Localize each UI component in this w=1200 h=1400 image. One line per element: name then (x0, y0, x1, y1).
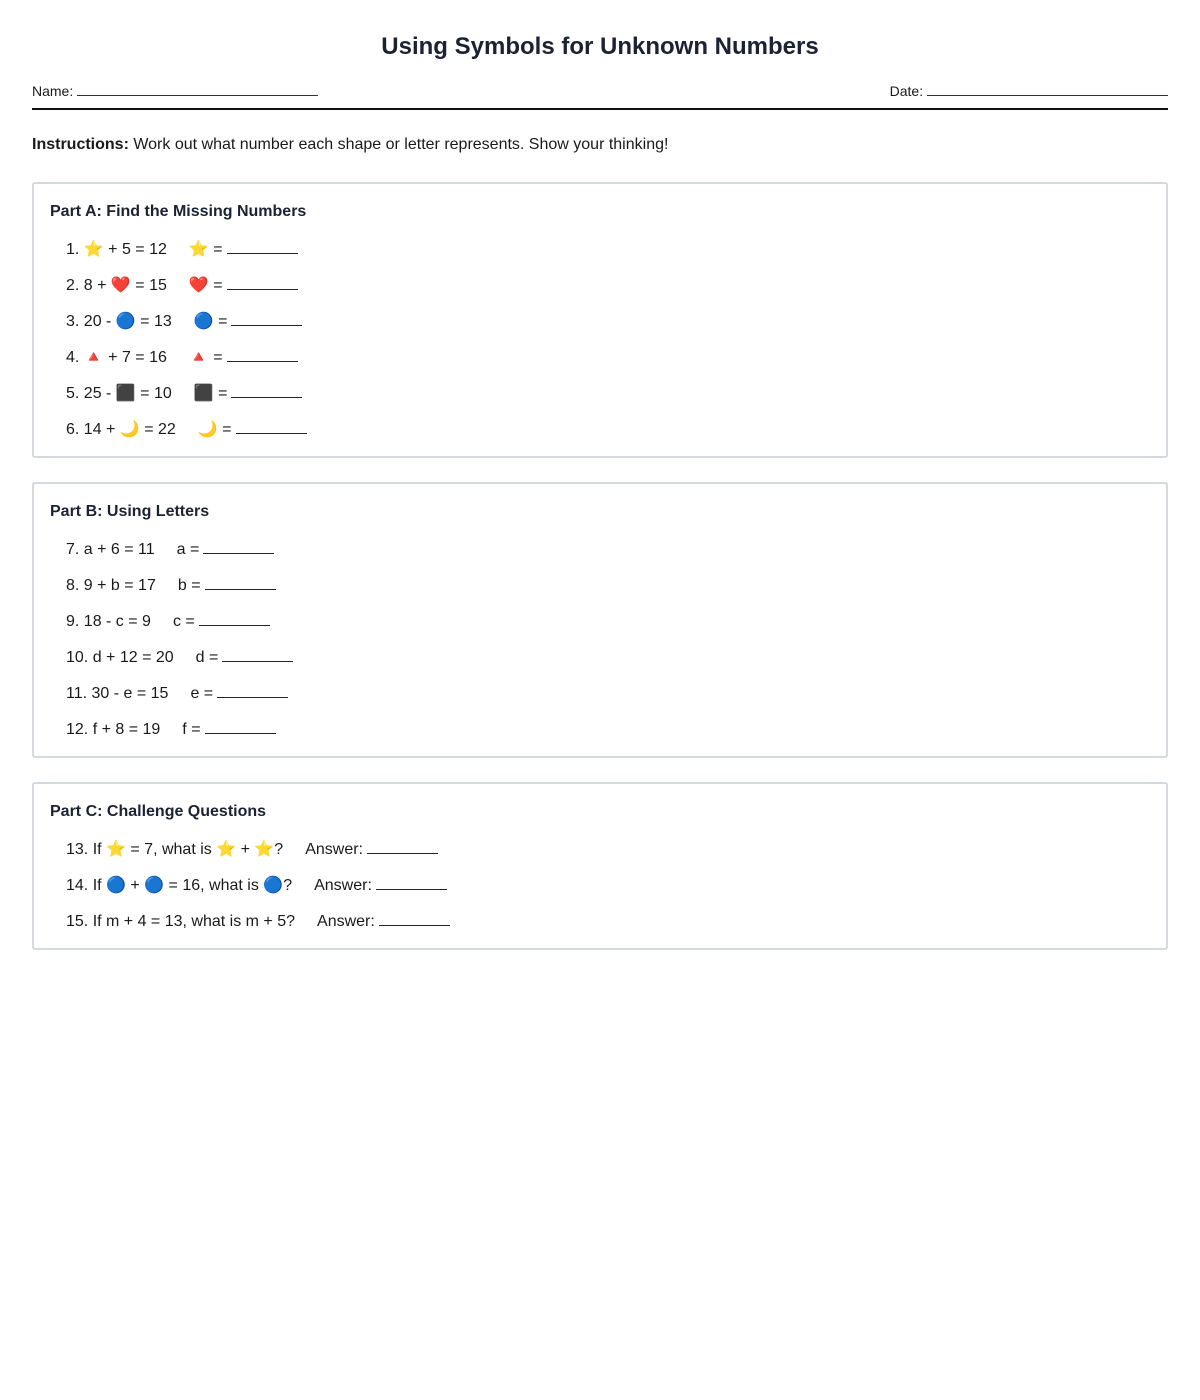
name-date-row (32, 80, 1168, 110)
date-field[interactable] (890, 82, 1168, 99)
answer-label: b = (177, 577, 201, 594)
answer-label: Answer: (305, 841, 363, 858)
question-equation: 11. 30 - e = 15 (66, 685, 169, 702)
answer-blank[interactable] (227, 274, 298, 290)
answer-label: Answer: (314, 877, 372, 894)
answer-label: d = (195, 649, 219, 666)
answer-label: 🔺 = (188, 349, 223, 366)
name-blank[interactable] (77, 82, 318, 96)
answer-blank[interactable] (376, 874, 447, 890)
question-equation: 14. If 🔵 + 🔵 = 16, what is 🔵? (66, 877, 293, 894)
question-equation: 5. 25 - ⬛ = 10 (66, 385, 172, 402)
answer-blank[interactable] (231, 382, 302, 398)
answer-blank[interactable] (236, 418, 307, 434)
question-equation: 8. 9 + b = 17 (66, 577, 156, 594)
question-item (66, 838, 450, 874)
question-equation: 2. 8 + ❤️ = 15 (66, 277, 167, 294)
question-equation: 15. If m + 4 = 13, what is m + 5? (66, 913, 296, 930)
question-equation: 10. d + 12 = 20 (66, 649, 174, 666)
question-list (66, 238, 307, 454)
question-item (66, 874, 450, 910)
question-equation: 12. f + 8 = 19 (66, 721, 161, 738)
answer-blank[interactable] (199, 610, 270, 626)
answer-blank[interactable] (217, 682, 288, 698)
answer-blank[interactable] (222, 646, 293, 662)
answer-label: ❤️ = (188, 277, 223, 294)
section-part-c (32, 782, 1168, 950)
answer-blank[interactable] (231, 310, 302, 326)
question-list (66, 538, 293, 754)
section-title: Part B: Using Letters (50, 503, 210, 520)
answer-label: f = (182, 721, 201, 738)
question-item (66, 418, 307, 454)
question-item (66, 238, 307, 274)
question-item (66, 574, 293, 610)
section-part-a (32, 182, 1168, 458)
question-item (66, 646, 293, 682)
question-list (66, 838, 450, 946)
answer-label: 🌙 = (197, 421, 232, 438)
instructions (32, 136, 668, 154)
answer-label: Answer: (317, 913, 375, 930)
name-field[interactable] (32, 82, 318, 99)
section-title: Part A: Find the Missing Numbers (50, 203, 307, 220)
question-item (66, 310, 307, 346)
answer-blank[interactable] (367, 838, 438, 854)
question-equation: 1. ⭐ + 5 = 12 (66, 241, 167, 258)
answer-label: c = (172, 613, 195, 630)
instructions-text: Work out what number each shape or letter represents. Show your thinking! (128, 136, 669, 153)
question-equation: 9. 18 - c = 9 (66, 613, 151, 630)
answer-blank[interactable] (227, 346, 298, 362)
section-title: Part C: Challenge Questions (50, 803, 267, 820)
question-equation: 7. a + 6 = 11 (66, 541, 155, 558)
name-label: Name: (32, 83, 74, 99)
question-equation: 4. 🔺 + 7 = 16 (66, 349, 167, 366)
question-equation: 6. 14 + 🌙 = 22 (66, 421, 176, 438)
answer-blank[interactable] (205, 718, 276, 734)
date-blank[interactable] (927, 82, 1168, 96)
date-label: Date: (889, 83, 924, 99)
answer-label: ⬛ = (193, 385, 228, 402)
question-item (66, 718, 293, 754)
answer-label: a = (176, 541, 200, 558)
answer-blank[interactable] (379, 910, 450, 926)
answer-label: e = (190, 685, 214, 702)
question-item (66, 910, 450, 946)
answer-blank[interactable] (227, 238, 298, 254)
answer-blank[interactable] (203, 538, 274, 554)
instructions-label: Instructions: (32, 136, 129, 153)
page-title: Using Symbols for Unknown Numbers (381, 33, 819, 60)
question-item (66, 610, 293, 646)
question-item (66, 682, 293, 718)
question-equation: 13. If ⭐ = 7, what is ⭐ + ⭐? (66, 841, 284, 858)
question-equation: 3. 20 - 🔵 = 13 (66, 313, 172, 330)
question-item (66, 274, 307, 310)
section-part-b (32, 482, 1168, 758)
question-item (66, 538, 293, 574)
question-item (66, 346, 307, 382)
answer-blank[interactable] (205, 574, 276, 590)
question-item (66, 382, 307, 418)
answer-label: ⭐ = (188, 241, 223, 258)
answer-label: 🔵 = (193, 313, 228, 330)
